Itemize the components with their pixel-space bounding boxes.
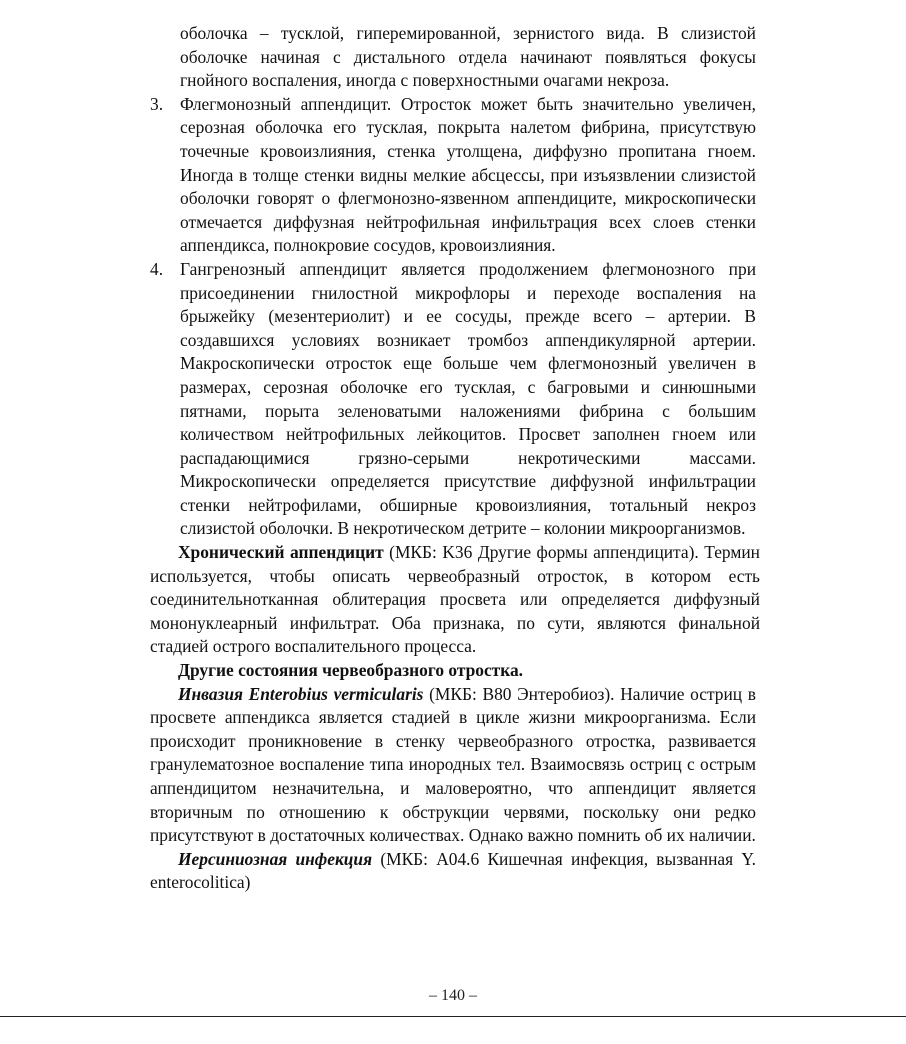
enterobius-paragraph <box>150 683 756 848</box>
enterobius-text: (МКБ: B80 Энтеробиоз). Наличие остриц в просвете аппендикса является стадией в цикле жизни микроорганизма. Если происходит проникновение в стенку червеобразного отростка, развивается гранулематозное воспаление типа инородных тел. Взаимосвязь остриц с острым аппендицитом незначительна, и маловероятно, что аппендицит является вторичным по отношению к обструкции червями, поскольку они редко присутствуют в достаточных количествах. Однако важно помнить об их наличии. <box>150 683 756 846</box>
yersinia-term: Иерсиниозная инфекция <box>178 848 373 869</box>
page-number: – 140 – <box>429 987 477 1004</box>
list-number-3: 3. <box>150 93 164 114</box>
list-number-4: 4. <box>150 258 164 279</box>
enterobius-term: Инвазия Enterobius vermicularis <box>178 683 424 704</box>
chronic-appendicitis-text: (МКБ: K36 Другие формы аппендицита). Термин используется, чтобы описать червеобразный отросток, в котором есть соединительнотканная облитерация просвета или определяется диффузный мононуклеарный инфильтрат. Оба признака, по сути, являются финальной стадией острого воспалительного процесса. <box>150 542 760 657</box>
chronic-appendicitis-paragraph <box>150 541 760 659</box>
yersinia-text: (МКБ: A04.6 Кишечная инфекция, вызванная Y. enterocolitica) <box>150 848 756 893</box>
list-text-4: Гангренозный аппендицит является продолжением флегмонозного при присоединении гнилостной микрофлоры и переходе воспаления на брыжейку (мезентериолит) и ее сосуды, прежде всего – артерии. В создавшихся условиях возникает тромбоз аппендикулярной артерии. Макроскопически отросток еще больше чем флегмонозный увеличен в размерах, серозная оболочке его тусклая, с багровыми и синюшными пятнами, порыта зеленоватыми наложениями фибрина с большим количеством нейтрофильных лейкоцитов. Просвет заполнен гноем или распадающимися грязно-серыми некротическими массами. Микроскопически определяется присутствие диффузной инфильтрации стенки нейтрофилами, обширные кровоизлияния, тотальный некроз слизистой оболочки. В некротическом детрите – колонии микроорганизмов. <box>180 258 756 539</box>
chronic-appendicitis-term: Хронический аппендицит <box>178 542 384 563</box>
list-item-4 <box>150 258 756 541</box>
bottom-rule <box>0 1016 906 1017</box>
list-text-3: Флегмонозный аппендицит. Отросток может быть значительно увеличен, серозная оболочка его тусклая, покрыта налетом фибрина, присутствую точечные кровоизлияния, стенка утолщена, диффузно пропитана гноем. Иногда в толще стенки видны мелкие абсцессы, при изъязвлении слизистой оболочки говорят о флегмонозно-язвенном аппендиците, микроскопически отмечается диффузная нейтрофильная инфильтрация всех слоев стенки аппендикса, полнокровие сосудов, кровоизлияния. <box>180 93 756 256</box>
section-heading: Другие состояния червеобразного отростка. <box>178 660 524 681</box>
yersinia-paragraph <box>150 848 756 895</box>
body-text <box>150 22 760 895</box>
list-item-3 <box>150 93 756 258</box>
continuation-paragraph: оболочка – тусклой, гиперемированной, зернистого вида. В слизистой оболочке начиная с дистального отдела начинают появляться фокусы гнойного воспаления, иногда с поверхностными очагами некроза. <box>180 23 756 91</box>
